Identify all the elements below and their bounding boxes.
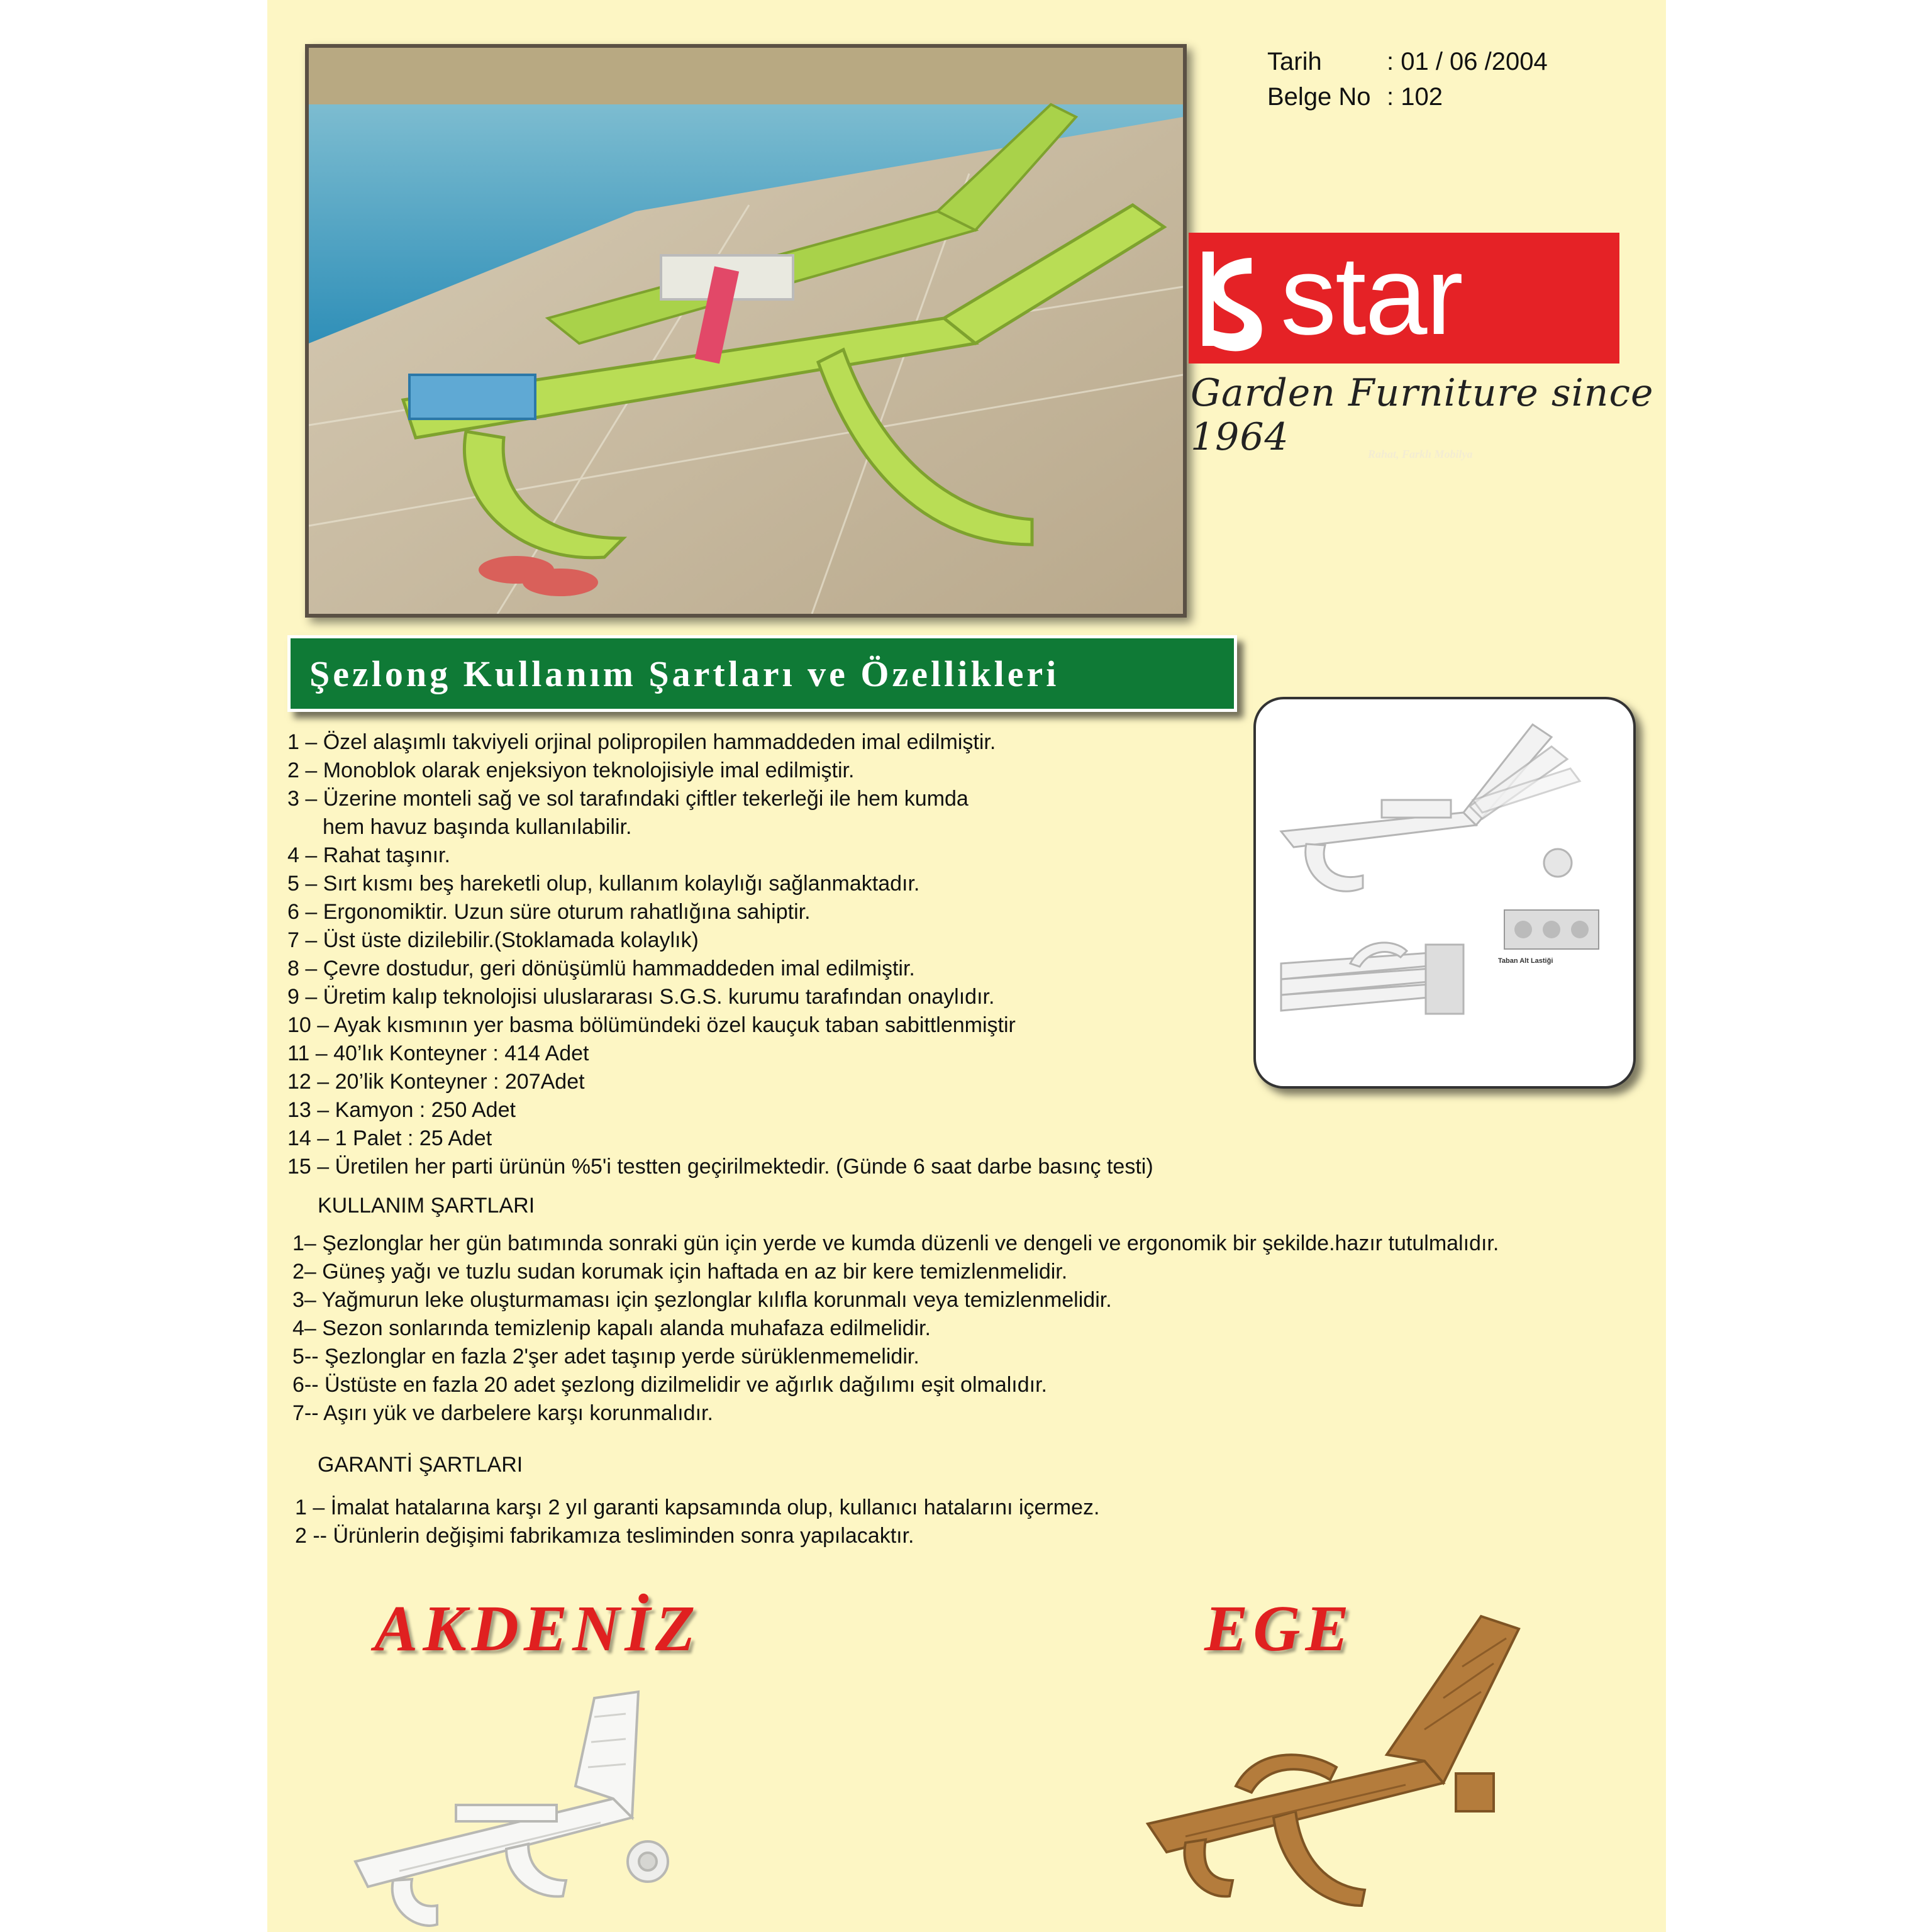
usage-list bbox=[292, 1230, 1499, 1428]
section-banner bbox=[287, 635, 1237, 712]
list-item: 6 – Ergonomiktir. Uzun süre oturum rahatlığına sahiptir. bbox=[287, 900, 811, 924]
doc-number-value: : 102 bbox=[1387, 82, 1443, 111]
banner-title: Şezlong Kullanım Şartları ve Özellikleri bbox=[309, 653, 1060, 694]
list-item: 4 – Rahat taşınır. bbox=[287, 843, 450, 867]
logo-subtagline: Rahat, Farklı Mobilya bbox=[1368, 448, 1473, 460]
features-list bbox=[287, 728, 1153, 1181]
list-item: 11 – 40’lık Konteyner : 414 Adet bbox=[287, 1041, 589, 1065]
list-item: 12 – 20’lik Konteyner : 207Adet bbox=[287, 1070, 585, 1094]
list-item: 4– Sezon sonlarında temizlenip kapalı alanda muhafaza edilmelidir. bbox=[292, 1316, 931, 1340]
list-item: 14 – 1 Palet : 25 Adet bbox=[287, 1126, 492, 1150]
list-item: 6-- Üstüste en fazla 20 adet şezlong dizilmelidir ve ağırlık dağılımı eşit olmalıdır. bbox=[292, 1373, 1047, 1397]
list-item: 5-- Şezlonglar en fazla 2'şer adet taşınıp yerde sürüklenmemelidir. bbox=[292, 1345, 919, 1368]
list-item: 15 – Üretilen her parti ürünün %5'i testten geçirilmektedir. (Günde 6 saat darbe basınç testi) bbox=[287, 1155, 1153, 1179]
date-label: Tarih bbox=[1267, 47, 1322, 75]
usage-heading: KULLANIM ŞARTLARI bbox=[318, 1194, 535, 1218]
list-item: 3– Yağmurun leke oluşturmaması için şezlonglar kılıfla korunmalı veya temizlenmelidir. bbox=[292, 1288, 1112, 1312]
product-name-akdeniz: AKDENİZ bbox=[374, 1592, 701, 1665]
list-item: 7-- Aşırı yük ve darbelere karşı korunmalıdır. bbox=[292, 1401, 713, 1425]
list-item: 1– Şezlonglar her gün batımında sonraki gün için yerde ve kumda düzenli ve dengeli ve ergonomik bir şekilde.hazır tutulmalıdır. bbox=[292, 1231, 1499, 1255]
list-item: 9 – Üretim kalıp teknolojisi uluslararası S.G.S. kurumu tarafından onaylıdır. bbox=[287, 985, 995, 1009]
s-mark-icon bbox=[1189, 233, 1277, 364]
logo-tagline: Garden Furniture since 1964 bbox=[1191, 371, 1654, 459]
list-item: 7 – Üst üste dizilebilir.(Stoklamada kolaylık) bbox=[287, 928, 699, 952]
star-logo bbox=[1189, 233, 1619, 364]
list-item: 8 – Çevre dostudur, geri dönüşümlü hammaddeden imal edilmiştir. bbox=[287, 957, 915, 980]
warranty-list bbox=[295, 1494, 1099, 1550]
list-item: 10 – Ayak kısmının yer basma bölümündeki özel kauçuk taban sabittlenmiştir bbox=[287, 1013, 1016, 1037]
doc-number-label: Belge No bbox=[1267, 82, 1371, 111]
list-item: 1 – Özel alaşımlı takviyeli orjinal polipropilen hammaddeden imal edilmiştir. bbox=[287, 730, 996, 754]
list-item: 1 – İmalat hatalarına karşı 2 yıl garanti kapsamında olup, kullanıcı hatalarını içermez. bbox=[295, 1496, 1100, 1519]
list-item: 13 – Kamyon : 250 Adet bbox=[287, 1098, 516, 1122]
document-meta bbox=[1267, 44, 1548, 114]
pool-lounger-photo bbox=[305, 44, 1187, 618]
list-item: hem havuz başında kullanılabilir. bbox=[323, 815, 632, 839]
akdeniz-lounger-image bbox=[349, 1679, 708, 1931]
rubber-base-caption: Taban Alt Lastiği bbox=[1498, 957, 1553, 965]
warranty-heading: GARANTİ ŞARTLARI bbox=[318, 1453, 523, 1477]
product-name-ege: EGE bbox=[1204, 1592, 1354, 1665]
list-item: 2 – Monoblok olarak enjeksiyon teknolojisiyle imal edilmiştir. bbox=[287, 758, 855, 782]
brochure-page bbox=[267, 0, 1666, 1932]
logo-wordmark: star bbox=[1280, 233, 1462, 358]
list-item: 5 – Sırt kısmı beş hareketli olup, kullanım kolaylığı sağlanmaktadır. bbox=[287, 872, 920, 896]
list-item: 2– Güneş yağı ve tuzlu sudan korumak için haftada en az bir kere temizlenmelidir. bbox=[292, 1260, 1068, 1284]
list-item: 2 -- Ürünlerin değişimi fabrikamıza tesliminden sonra yapılacaktır. bbox=[295, 1524, 914, 1548]
product-detail-image bbox=[1253, 697, 1636, 1089]
ege-lounger-image bbox=[1129, 1604, 1557, 1918]
list-item: 3 – Üzerine monteli sağ ve sol tarafındaki çiftler tekerleği ile hem kumda bbox=[287, 787, 969, 811]
date-value: : 01 / 06 /2004 bbox=[1387, 47, 1548, 75]
